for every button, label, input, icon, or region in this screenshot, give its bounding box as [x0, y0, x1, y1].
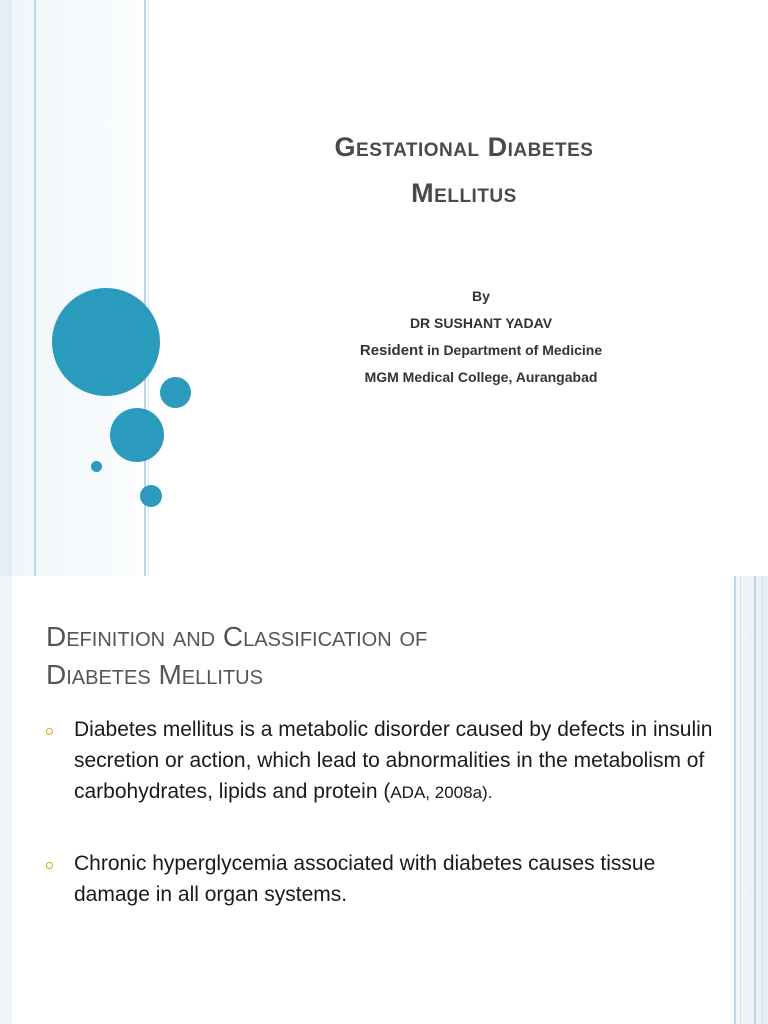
content-slide	[0, 576, 768, 1024]
decorative-circle-medium	[110, 408, 164, 462]
bullet-citation-end: ).	[482, 783, 493, 802]
role-title: Resident	[359, 342, 424, 359]
bullet-list	[46, 714, 726, 910]
slide-title	[160, 124, 768, 216]
slide-heading	[46, 618, 726, 694]
decorative-line	[734, 576, 736, 1024]
author-name: DR SUSHANT YADAV	[409, 315, 553, 331]
bullet-text: Diabetes mellitus is a metabolic disorder caused by defects in insulin secretion or action, which lead to abnormalities in the metabolism of carbohydrates, lipids and protein (	[74, 718, 713, 803]
slide-title-line: Gestational Diabetes	[334, 132, 594, 162]
bullet-text: Chronic hyperglycemia associated with diabetes causes tissue damage in all organ systems.	[74, 852, 656, 906]
decorative-line	[754, 576, 756, 1024]
decorative-stripe	[0, 576, 12, 1024]
slide-title-line: Mellitus	[411, 178, 517, 208]
decorative-circle-large	[52, 288, 160, 396]
bullet-icon	[46, 728, 53, 735]
slide-heading-line: Definition and Classification of	[46, 621, 428, 652]
decorative-stripe	[0, 0, 12, 576]
decorative-stripe	[12, 0, 142, 576]
author-block	[300, 283, 662, 391]
decorative-line	[34, 0, 36, 576]
author-role	[300, 337, 662, 364]
bullet-icon	[46, 862, 53, 869]
role-department: in Department of Medicine	[423, 342, 603, 358]
author-institution: MGM Medical College, Aurangabad	[364, 369, 598, 385]
decorative-line	[762, 576, 763, 1024]
bullet-item	[46, 714, 726, 808]
by-label: By	[472, 288, 490, 304]
bullet-item	[46, 848, 726, 910]
decorative-line	[740, 576, 741, 1024]
decorative-circle-small	[140, 485, 162, 507]
bullet-citation: ADA, 2008a	[390, 783, 483, 802]
decorative-circle-small	[160, 377, 191, 408]
decorative-circle-tiny	[91, 461, 102, 472]
slide-heading-line: Diabetes Mellitus	[46, 659, 263, 690]
